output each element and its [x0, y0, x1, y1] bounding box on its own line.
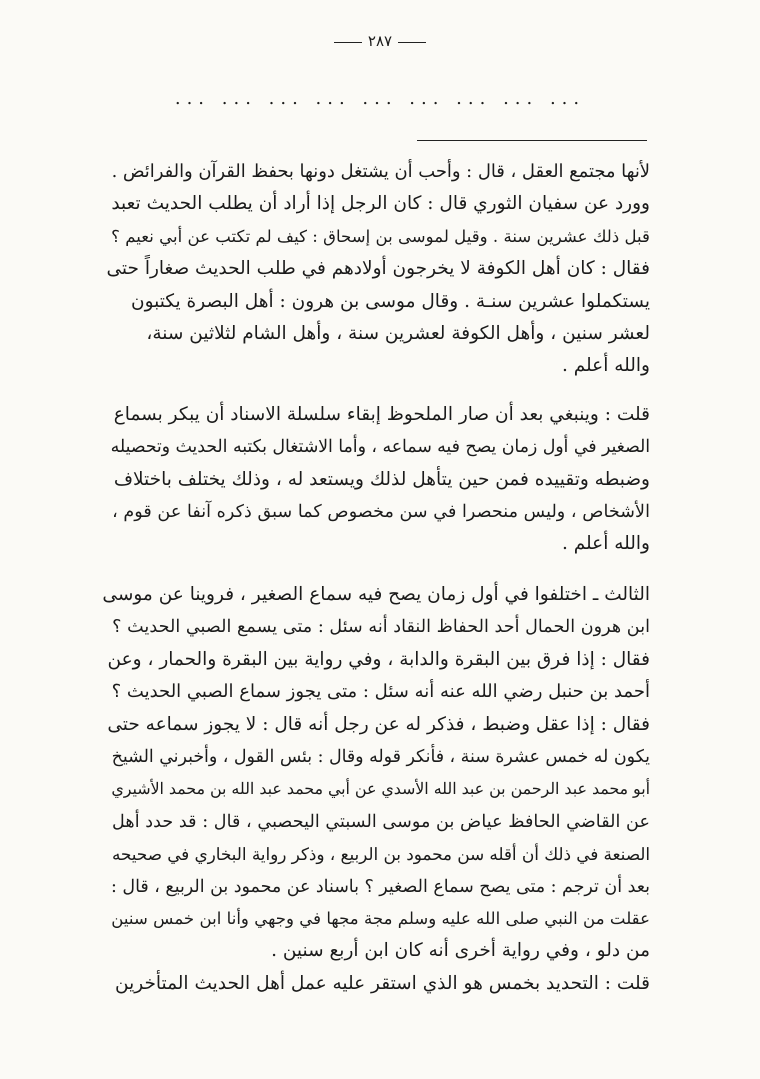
dash-left — [398, 42, 426, 43]
paragraph-4 — [100, 968, 650, 1000]
text-line: قلت : التحديد بخمس هو الذي استقر عليه عمل أهل الحديث المتأخرين — [115, 972, 650, 994]
paragraph-3 — [100, 579, 650, 968]
text-line: فقال : إذا فرق بين البقرة والدابة ، وفي رواية بين البقرة والحمار ، وعن — [107, 648, 650, 670]
section-separator — [417, 140, 647, 141]
text-line: فقال : كان أهل الكوفة لا يخرجون أولادهم في طلب الحديث صغاراً حتى — [106, 258, 650, 280]
paragraph-gap — [100, 383, 650, 399]
text-line: يكون له خمس عشرة سنة ، فأنكر قوله وقال : بئس القول ، وأخبرني الشيخ — [111, 746, 650, 767]
dash-right — [334, 42, 362, 43]
text-line: من دلو ، وفي رواية أخرى أنه كان ابن أربع سنين . — [271, 940, 650, 962]
text-line: وضبطه وتقييده فمن حين يتأهل لذلك ويستعد له ، وذلك يختلف باختلاف — [113, 468, 650, 490]
text-line: قلت : وينبغي بعد أن صار الملحوظ إبقاء سلسلة الاسناد أن يبكر بسماع — [113, 403, 650, 425]
text-line: والله أعلم . — [561, 533, 650, 555]
text-line: الصنعة في ذلك أن أقله سن محمود بن الربيع ، وذكر رواية البخاري في صحيحه — [111, 844, 650, 865]
page-number: ٢٨٧ — [367, 32, 393, 50]
text-line: الثالث ـ اختلفوا في أول زمان يصح فيه سماع الصغير ، فروينا عن موسى — [102, 583, 650, 605]
text-line: لأنها مجتمع العقل ، قال : وأحب أن يشتغل دونها بحفظ القرآن والفرائض . — [111, 161, 650, 182]
text-line: أحمد بن حنبل رضي الله عنه أنه سئل : متى يجوز سماع الصبي الحديث ؟ — [111, 681, 650, 703]
text-line: الصغير في أول زمان يصح فيه سماعه ، وأما الاشتغال بكتبه الحديث وتحصيله — [110, 437, 650, 458]
ornamental-dots: ... ... ... ... ... ... ... ... ... — [174, 88, 586, 109]
text-line: قبل ذلك عشرين سنة . وقيل لموسى بن إسحاق : كيف لم تكتب عن أبي نعيم ؟ — [111, 226, 650, 246]
text-line: أبو محمد عبد الرحمن بن عبد الله الأسدي عن أبي محمد عبد الله بن محمد الأشيري — [111, 779, 650, 799]
text-line: ابن هرون الحمال أحد الحفاظ النقاد أنه سئل : متى يسمع الصبي الحديث ؟ — [112, 617, 650, 638]
text-line: عن القاضي الحافظ عياض بن موسى السبتي اليحصبي ، قال : قد حدد أهل — [112, 811, 650, 832]
paragraph-2 — [100, 399, 650, 561]
text-line: يستكملوا عشرين سنـة . وقال موسى بن هرون : أهل البصرة يكتبون — [130, 290, 650, 312]
text-line: لعشر سنين ، وأهل الكوفة لعشرين سنة ، وأهل الشام لثلاثين سنة، — [146, 323, 650, 345]
text-line: وورد عن سفيان الثوري قال : كان الرجل إذا أراد أن يطلب الحديث تعبد — [111, 193, 650, 215]
text-line: والله أعلم . — [561, 355, 650, 377]
text-line: الأشخاص ، وليس منحصرا في سن مخصوص كما سبق ذكره آنفا عن قوم ، — [112, 502, 650, 523]
paragraph-1 — [100, 156, 650, 383]
page-number-header — [0, 32, 760, 50]
page-body — [100, 156, 650, 1000]
text-line: بعد أن ترجم : متى يصح سماع الصغير ؟ باسناد عن محمود بن الربيع ، قال : — [111, 876, 650, 897]
text-line: عقلت من النبي صلى الله عليه وسلم مجة مجها في وجهي وأنا ابن خمس سنين — [111, 908, 650, 928]
paragraph-gap — [100, 561, 650, 579]
text-line: فقال : إذا عقل وضبط ، فذكر له عن رجل أنه قال : لا يجوز سماعه حتى — [107, 713, 650, 735]
